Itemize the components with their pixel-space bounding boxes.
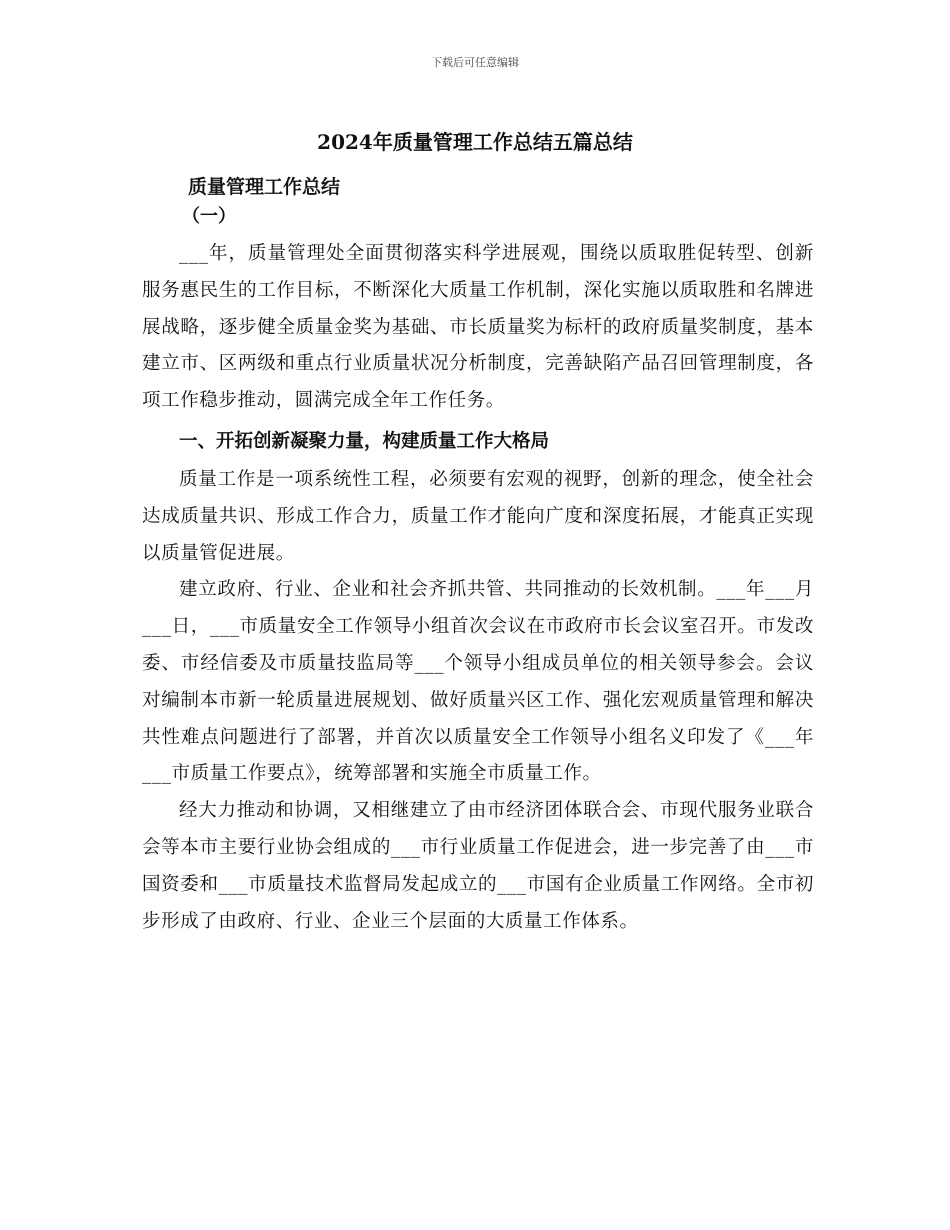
paragraph-intro: ___年，质量管理处全面贯彻落实科学进展观，围绕以质取胜促转型、创新服务惠民生的工作目标，不断深化大质量工作机制，深化实施以质取胜和名牌进展战略，逐步健全质量金奖为基础、市长质量奖为标杆的政府质量奖制度，基本建立市、区两级和重点行业质量状况分析制度，完善缺陷产品召回管理制度，各项工作稳步推动，圆满完成全年工作任务。 [142,243,814,412]
paragraph-4: 经大力推动和协调，又相继建立了由市经济团体联合会、市现代服务业联合会等本市主要行业协会组成的___市行业质量工作促进会，进一步完善了由___市国资委和___市质量技术监督局发起成立的___市国有企业质量工作网络。全市初步形成了由政府、行业、企业三个层面的大质量工作体系。 [142,800,814,932]
subtitle: 质量管理工作总结 [188,176,341,198]
document-body [142,172,814,940]
paragraph-3: 建立政府、行业、企业和社会齐抓共管、共同推动的长效机制。___年___月___日，___市质量安全工作领导小组首次会议在市政府市长会议室召开。市发改委、市经信委及市质量技监局等___个领导小组成员单位的相关领导参会。会议对编制本市新一轮质量进展规划、做好质量兴区工作、强化宏观质量管理和解决共性难点问题进行了部署，并首次以质量安全工作领导小组名义印发了《___年___市质量工作要点》，统筹部署和实施全市质量工作。 [142,579,814,785]
part-label: （一） [182,206,236,227]
section-heading-1: 一、开拓创新凝聚力量，构建质量工作大格局 [179,430,550,452]
document-title: 2024年质量管理工作总结五篇总结 [317,130,633,154]
header-note: 下载后可任意编辑 [431,56,519,69]
paragraph-2: 质量工作是一项系统性工程，必须要有宏观的视野，创新的理念，使全社会达成质量共识、形成工作合力，质量工作才能向广度和深度拓展，才能真正实现以质量管促进展。 [142,468,814,564]
